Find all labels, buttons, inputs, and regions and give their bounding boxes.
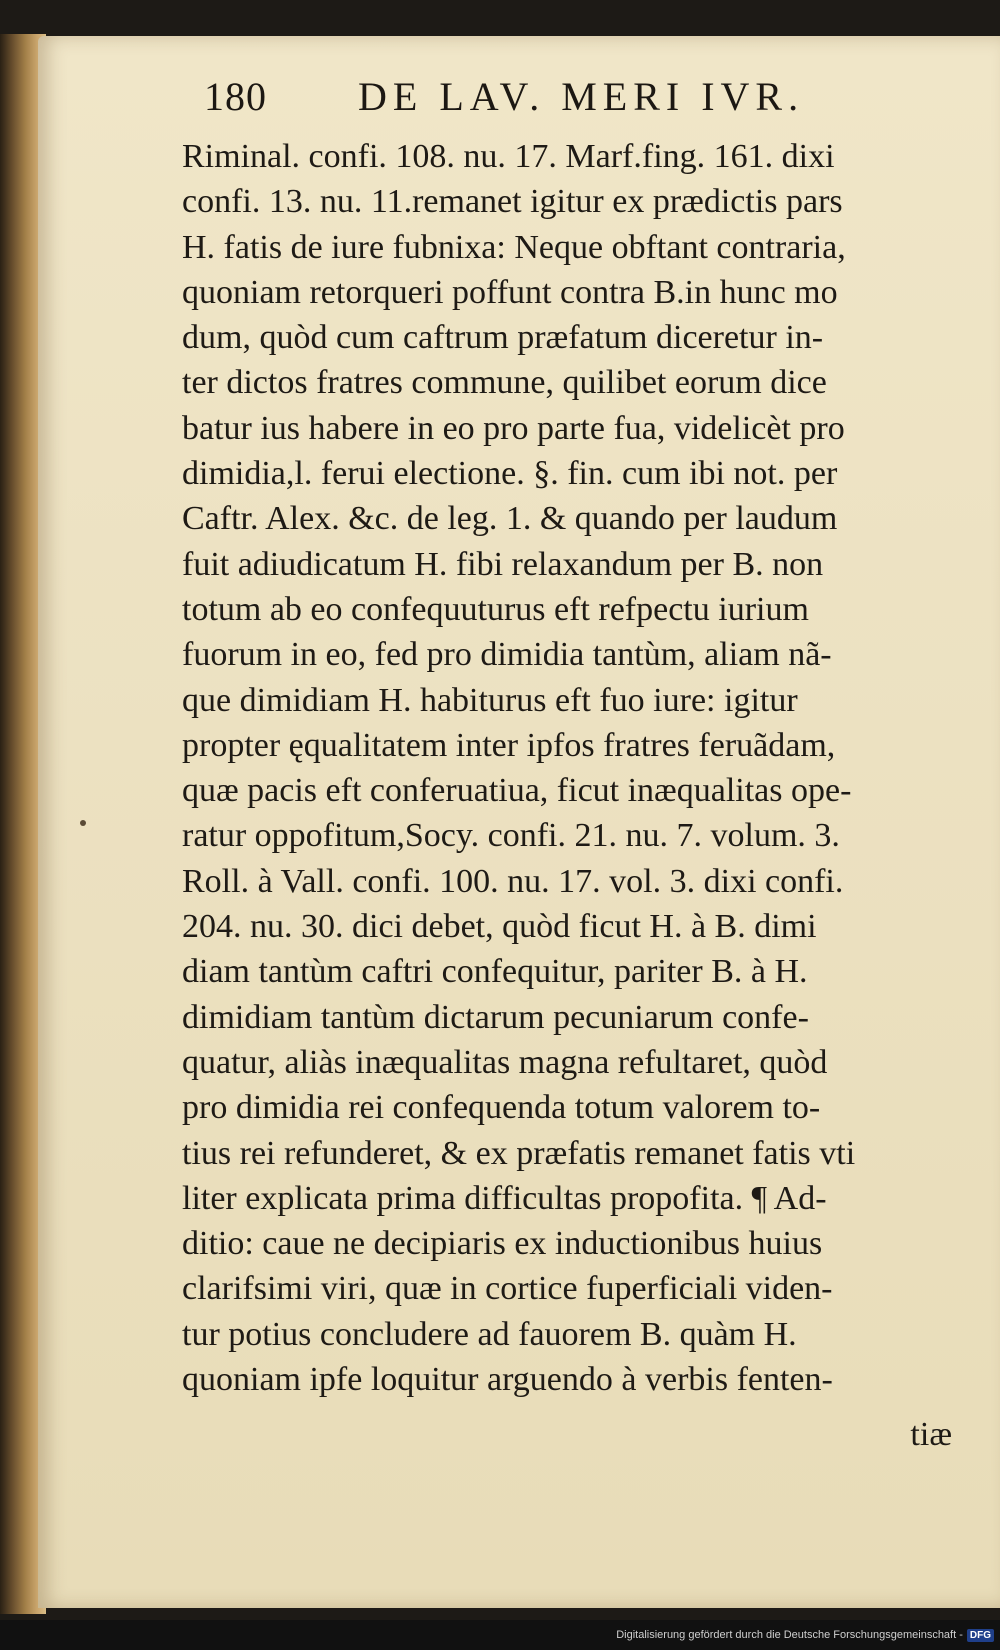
- dfg-credit-text: Digitalisierung gefördert durch die Deutsche Forschungsgemeinschaft -: [616, 1629, 963, 1641]
- text-line: 204. nu. 30. dici debet, quòd ficut H. à B. dimi: [182, 908, 817, 946]
- text-line: ter dictos fratres commune, quilibet eorum dice: [182, 364, 827, 402]
- text-line: Caftr. Alex. &c. de leg. 1. & quando per laudum: [182, 500, 838, 538]
- text-line: tur potius concludere ad fauorem B. quàm H.: [182, 1315, 797, 1353]
- body-text: [182, 134, 992, 1402]
- text-line: ditio: caue ne decipiaris ex inductionibus huius: [182, 1225, 823, 1263]
- catchword: tiæ: [910, 1416, 952, 1453]
- footer-bar: [0, 1620, 1000, 1650]
- text-line: quoniam ipfe loquitur arguendo à verbis fenten-: [182, 1361, 833, 1399]
- running-title: DE LAV. MERI IVR.: [358, 74, 805, 119]
- text-line: quæ pacis eft conferuatiua, ficut inæqualitas ope-: [182, 772, 852, 810]
- text-line: dum, quòd cum caftrum præfatum diceretur in-: [182, 319, 824, 357]
- text-line: clarifsimi viri, quæ in cortice fuperficiali viden-: [182, 1270, 833, 1308]
- text-line: liter explicata prima difficultas propofita. ¶ Ad-: [182, 1179, 827, 1217]
- text-line: quoniam retorqueri poffunt contra B.in hunc mo: [182, 273, 838, 311]
- page-number: 180: [204, 74, 267, 119]
- text-line: diam tantùm caftri confequitur, pariter B. à H.: [182, 953, 808, 991]
- text-line: fuit adiudicatum H. fibi relaxandum per B. non: [182, 545, 824, 583]
- text-line: tius rei refunderet, & ex præfatis remanet fatis vti: [182, 1134, 856, 1172]
- text-line: Riminal. confi. 108. nu. 17. Marf.fing. 161. dixi: [182, 138, 835, 175]
- text-line: pro dimidia rei confequenda totum valorem to-: [182, 1089, 821, 1127]
- dfg-credit: [616, 1624, 994, 1646]
- text-line: fuorum in eo, fed pro dimidia tantùm, aliam nã-: [182, 636, 832, 674]
- text-line: Roll. à Vall. confi. 100. nu. 17. vol. 3. dixi confi.: [182, 862, 844, 900]
- text-line: totum ab eo confequuturus eft refpectu iurium: [182, 590, 809, 628]
- text-line: ratur oppofitum,Socy. confi. 21. nu. 7. volum. 3.: [182, 817, 840, 855]
- text-line: dimidia,l. ferui electione. §. fin. cum ibi not. per: [182, 455, 838, 493]
- page-header: [200, 73, 900, 129]
- text-line: confi. 13. nu. 11.remanet igitur ex prædictis pars: [182, 183, 843, 221]
- text-line: quatur, aliàs inæqualitas magna refultaret, quòd: [182, 1043, 828, 1081]
- text-line: dimidiam tantùm dictarum pecuniarum confe-: [182, 998, 809, 1036]
- ink-speck: [80, 820, 86, 826]
- text-line: H. fatis de iure fubnixa: Neque obftant contraria,: [182, 228, 846, 266]
- text-line: propter ęqualitatem inter ipfos fratres feruãdam,: [182, 726, 836, 764]
- text-line: batur ius habere in eo pro parte fua, videlicèt pro: [182, 409, 845, 447]
- text-line: que dimidiam H. habiturus eft fuo iure: igitur: [182, 681, 798, 719]
- dfg-logo-icon: DFG: [967, 1629, 994, 1642]
